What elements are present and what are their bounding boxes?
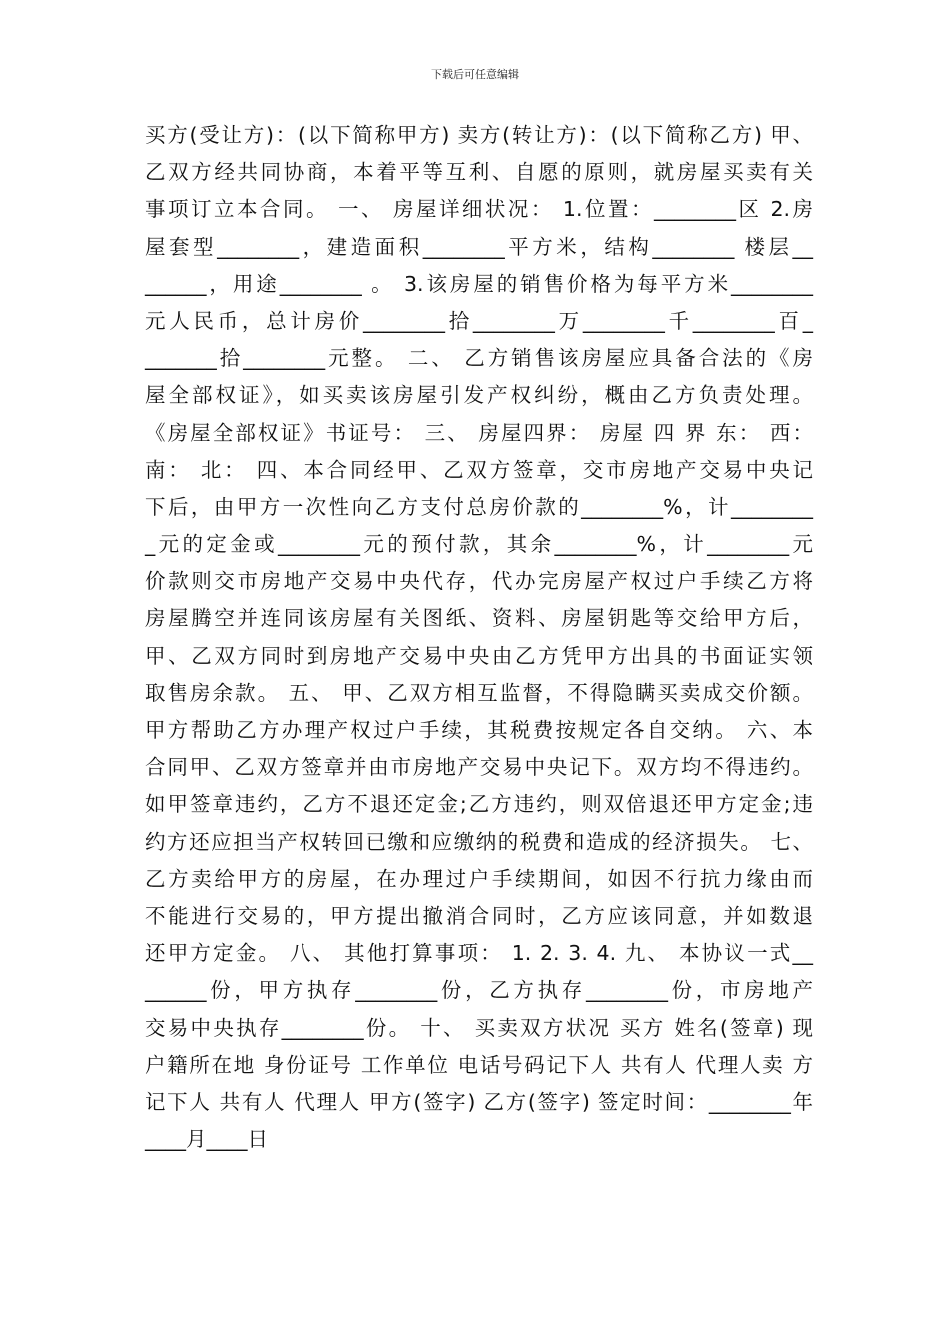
body-line-1: 买方(受让方)：(以下简称甲方) 卖方(转让方)：(以下简称乙方) 甲、 [145, 123, 813, 147]
body-line-27: 记下人 共有人 代理人 甲方(签字) 乙方(签字) 签定时间：________年 [145, 1089, 813, 1114]
page-header-note: 下载后可任意编辑 [431, 68, 519, 81]
body-line-18: 合同甲、乙双方签章并由市房地产交易中央记下。双方均不得违约。 [145, 755, 813, 780]
body-line-22: 不能进行交易的，甲方提出撤消合同时，乙方应该同意，并如数退 [145, 903, 813, 928]
body-line-8: 屋全部权证》，如买卖该房屋引发产权纠纷，概由乙方负责处理。 [145, 383, 813, 408]
body-line-5: ______，用途________ 。 3.该房屋的销售价格为每平方米________ [145, 271, 813, 296]
contract-body [145, 117, 813, 1158]
body-line-9: 《房屋全部权证》书证号： 三、 房屋四界： 房屋 四 界 东： 西： [145, 420, 813, 445]
body-line-13: 价款则交市房地产交易中央代存，代办完房屋产权过户手续乙方将 [145, 569, 813, 594]
body-line-15: 甲、乙双方同时到房地产交易中央由乙方凭甲方出具的书面证实领 [145, 643, 813, 668]
body-line-3: 事项订立本合同。 一、 房屋详细状况： 1.位置：________区 2.房 [145, 197, 813, 222]
body-line-20: 约方还应担当产权转回已缴和应缴纳的税费和造成的经济损失。 七、 [145, 829, 813, 854]
body-line-28: ____月____日 [145, 1127, 268, 1152]
body-line-2: 乙双方经共同协商，本着平等互利、自愿的原则，就房屋买卖有关 [145, 160, 813, 185]
body-line-26: 户籍所在地 身份证号 工作单位 电话号码记下人 共有人 代理人卖 方 [145, 1052, 813, 1077]
body-line-16: 取售房余款。 五、 甲、乙双方相互监督，不得隐瞒买卖成交价额。 [145, 680, 813, 705]
body-line-21: 乙方卖给甲方的房屋，在办理过户手续期间，如因不行抗力缘由而 [145, 866, 813, 891]
body-line-10: 南： 北： 四、本合同经甲、乙双方签章，交市房地产交易中央记 [145, 457, 813, 482]
body-line-4: 屋套型________，建造面积________平方米，结构________ 楼层__ [145, 234, 813, 259]
body-line-25: 交易中央执存________份。 十、 买卖双方状况 买方 姓名(签章) 现 [145, 1015, 813, 1040]
body-line-7: _______拾________元整。 二、 乙方销售该房屋应具备合法的《房 [145, 346, 813, 371]
body-line-23: 还甲方定金。 八、 其他打算事项： 1. 2. 3. 4. 九、 本协议一式__ [145, 941, 813, 966]
body-line-14: 房屋腾空并连同该房屋有关图纸、资料、房屋钥匙等交给甲方后， [145, 606, 813, 631]
body-line-24: ______份，甲方执存________份，乙方执存________份，市房地产 [145, 978, 813, 1003]
body-line-17: 甲方帮助乙方办理产权过户手续，其税费按规定各自交纳。 六、本 [145, 718, 813, 742]
body-line-12: _元的定金或________元的预付款，其余________%，计________元 [145, 532, 813, 557]
body-line-11: 下后，由甲方一次性向乙方支付总房价款的________%，计________ [145, 494, 813, 519]
body-line-6: 元人民币，总计房价________拾________万________千________百_ [145, 308, 813, 333]
body-line-19: 如甲签章违约，乙方不退还定金;乙方违约，则双倍退还甲方定金;违 [145, 792, 813, 817]
